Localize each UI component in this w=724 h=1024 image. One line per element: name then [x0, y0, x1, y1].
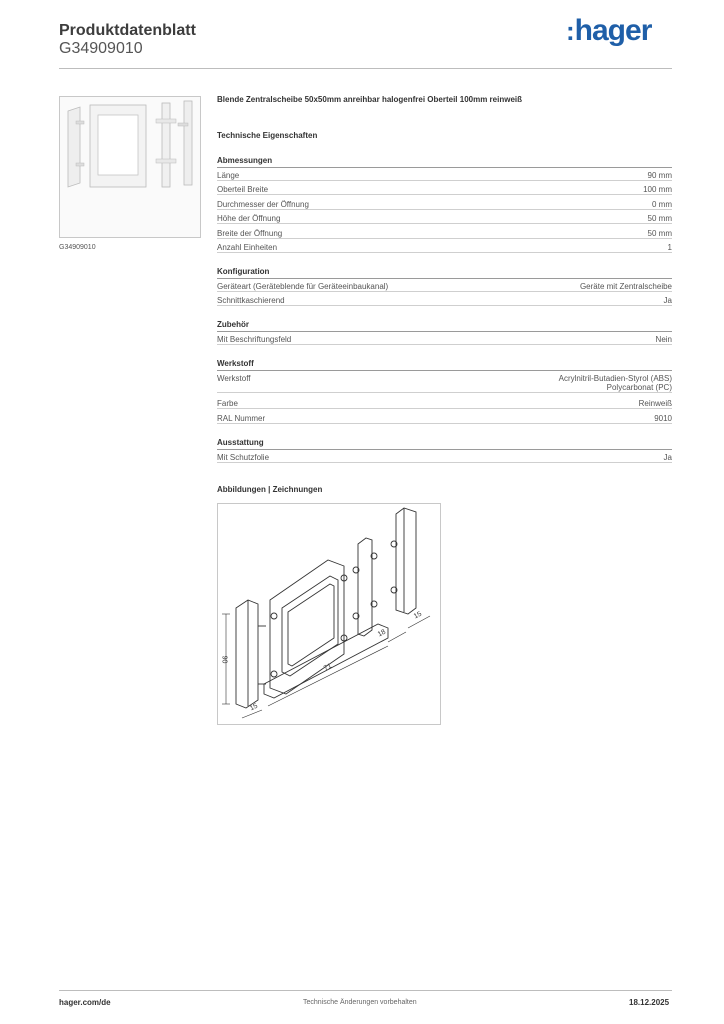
product-code: G34909010 [59, 40, 143, 57]
table-row: Anzahl Einheiten 1 [217, 243, 672, 252]
thumbnail-caption: G34909010 [59, 244, 96, 251]
table-row: Werkstoff Acrylnitril-Butadien-Styrol (ABS) Polycarbonat (PC) [217, 374, 672, 392]
group-abmessungen: Abmessungen [217, 156, 672, 168]
page-title: Produktdatenblatt [59, 22, 196, 39]
dim-label-frame: 71 [322, 662, 333, 673]
dim-label-right: 15 [412, 610, 423, 621]
dim-label-coupler: 18 [376, 628, 387, 639]
table-row: Mit Beschriftungsfeld Nein [217, 335, 672, 344]
product-thumbnail [59, 96, 201, 238]
table-row: RAL Nummer 9010 [217, 414, 672, 423]
header-divider [59, 68, 672, 69]
group-konfiguration: Konfiguration [217, 267, 672, 279]
table-row: Farbe Reinweiß [217, 399, 672, 408]
group-werkstoff: Werkstoff [217, 359, 672, 371]
dim-label-height: 90 [220, 655, 228, 664]
group-ausstattung: Ausstattung [217, 438, 672, 450]
dim-label-endcap: 15 [248, 702, 259, 713]
table-row: Höhe der Öffnung 50 mm [217, 214, 672, 223]
product-description: Blende Zentralscheibe 50x50mm anreihbar halogenfrei Oberteil 100mm reinweiß [217, 95, 522, 104]
footer-disclaimer: Technische Änderungen vorbehalten [303, 999, 417, 1006]
table-row: Geräteart (Geräteblende für Geräteeinbaukanal) Geräte mit Zentralscheibe [217, 282, 672, 291]
group-zubehoer: Zubehör [217, 320, 672, 332]
technical-drawing [217, 503, 441, 725]
table-row: Mit Schutzfolie Ja [217, 453, 672, 462]
table-row: Schnittkaschierend Ja [217, 296, 672, 305]
footer-website: hager.com/de [59, 998, 111, 1007]
footer-divider [59, 990, 672, 991]
section-technical-properties: Technische Eigenschaften [217, 131, 318, 140]
table-row: Oberteil Breite 100 mm [217, 185, 672, 194]
section-drawings: Abbildungen | Zeichnungen [217, 485, 323, 494]
table-row: Länge 90 mm [217, 171, 672, 180]
table-row: Durchmesser der Öffnung 0 mm [217, 200, 672, 209]
footer-date: 18.12.2025 [629, 998, 670, 1007]
hager-logo: :hager [566, 14, 652, 47]
table-row: Breite der Öffnung 50 mm [217, 229, 672, 238]
